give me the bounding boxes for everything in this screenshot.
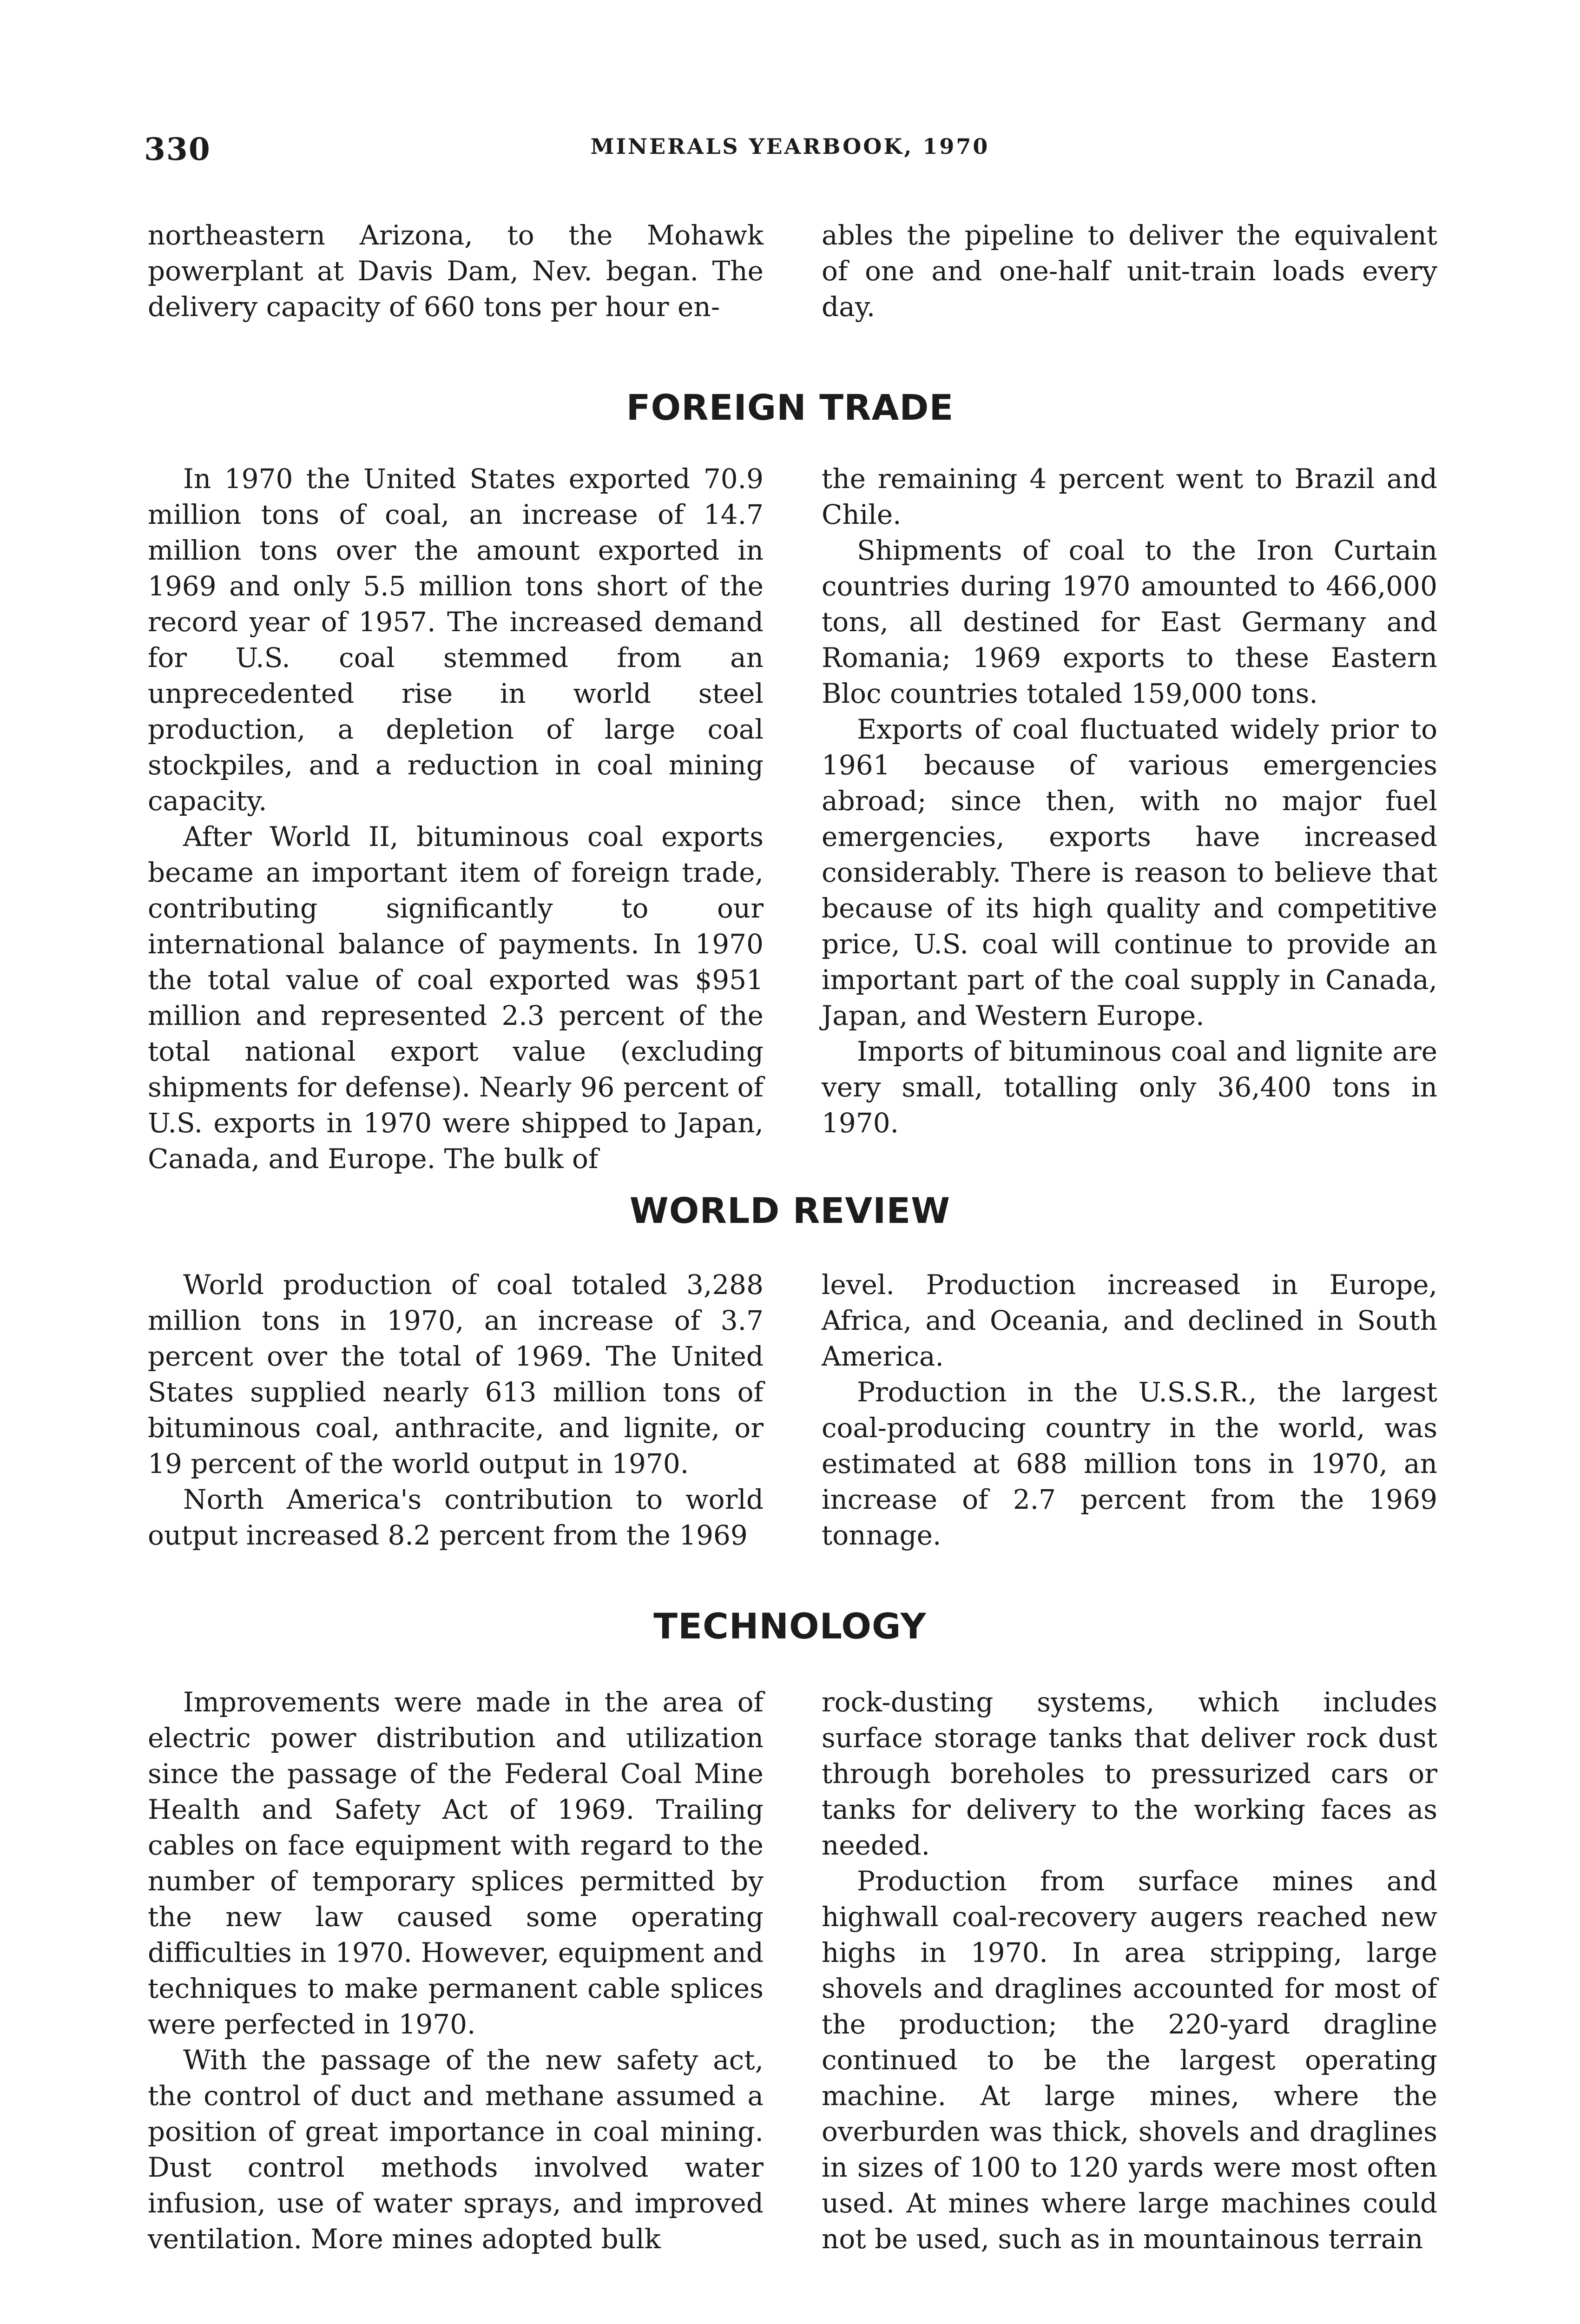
section-heading-technology: TECHNOLOGY xyxy=(653,1605,927,1647)
technology-right-column xyxy=(822,1684,1437,2257)
paragraph: the remaining 4 percent went to Brazil and Chile. xyxy=(822,463,1437,530)
paragraph: Improvements were made in the area of electric power distribution and utilization since the passage of the Federal Coal Mine Health and Safety Act of 1969. Trailing cables on face equipment with regard to the number of temporary splices permitted by the new law caused some operating difficulties in 1970. However, equipment and techniques to make permanent cable splices were perfected in 1970. xyxy=(148,1686,764,2040)
paragraph: In 1970 the United States exported 70.9 million tons of coal, an increase of 14.7 million tons over the amount exported in 1969 and only 5.5 million tons short of the record year of 1957. The increased demand for U.S. coal stemmed from an unprecedented rise in world steel production, a depletion of large coal stockpiles, and a reduction in coal mining capacity. xyxy=(148,463,764,817)
running-head xyxy=(144,131,1436,168)
paragraph: Shipments of coal to the Iron Curtain countries during 1970 amounted to 466,000 tons, all destined for East Germany and Romania; 1969 exports to these Eastern Bloc countries totaled 159,000 tons. xyxy=(822,535,1437,709)
running-title: MINERALS YEARBOOK, 1970 xyxy=(590,134,990,159)
section-heading-world-review: WORLD REVIEW xyxy=(629,1190,951,1231)
paragraph: Production from surface mines and highwall coal-recovery augers reached new highs in 1970. In area stripping, large shovels and draglines accounted for most of the production; the 220-yard dragline continued to be the largest operating machine. At large mines, where the overburden was thick, shovels and draglines in sizes of 100 to 120 yards were most often used. At mines where large machines could not be used, such as in mountainous terrain xyxy=(822,1865,1437,2255)
paragraph: After World II, bituminous coal exports became an important item of foreign trade, contributing significantly to our international balance of payments. In 1970 the total value of coal exported was $951 million and represented 2.3 percent of the total national export value (excluding shipments for defense). Nearly 96 percent of U.S. exports in 1970 were shipped to Japan, Canada, and Europe. The bulk of xyxy=(148,821,764,1175)
paragraph: rock-dusting systems, which includes surface storage tanks that deliver rock dust through boreholes to pressurized cars or tanks for delivery to the working faces as needed. xyxy=(822,1686,1437,1861)
paragraph: northeastern Arizona, to the Mohawk powerplant at Davis Dam, Nev. began. The delivery capacity of 660 tons per hour en- xyxy=(148,219,764,323)
world-review-columns xyxy=(148,1267,1437,1553)
foreign-trade-columns xyxy=(148,461,1437,1177)
intro-left-column xyxy=(148,218,764,325)
paragraph: level. Production increased in Europe, Africa, and Oceania, and declined in South America. xyxy=(822,1269,1437,1372)
paragraph: Production in the U.S.S.R., the largest coal-producing country in the world, was estimated at 688 million tons in 1970, an increase of 2.7 percent from the 1969 tonnage. xyxy=(822,1376,1437,1551)
paragraph: North America's contribution to world output increased 8.2 percent from the 1969 xyxy=(148,1484,764,1551)
technology-columns xyxy=(148,1684,1437,2257)
page-number: 330 xyxy=(144,131,211,167)
world-review-right-column xyxy=(822,1267,1437,1553)
paragraph: Imports of bituminous coal and lignite are very small, totalling only 36,400 tons in 1970. xyxy=(822,1036,1437,1139)
technology-left-column xyxy=(148,1684,764,2257)
intro-right-column xyxy=(822,218,1437,325)
paragraph: World production of coal totaled 3,288 million tons in 1970, an increase of 3.7 percent over the total of 1969. The United States supplied nearly 613 million tons of bituminous coal, anthracite, and lignite, or 19 percent of the world output in 1970. xyxy=(148,1269,764,1479)
section-heading-foreign-trade: FOREIGN TRADE xyxy=(626,387,954,428)
foreign-trade-left-column xyxy=(148,461,764,1177)
paragraph: With the passage of the new safety act, the control of duct and methane assumed a position of great importance in coal mining. Dust control methods involved water infusion, use of water sprays, and improved ventilation. More mines adopted bulk xyxy=(148,2044,764,2255)
paragraph: Exports of coal fluctuated widely prior to 1961 because of various emergencies abroad; since then, with no major fuel emergencies, exports have increased considerably. There is reason to believe that because of its high quality and competitive price, U.S. coal will continue to provide an important part of the coal supply in Canada, Japan, and Western Europe. xyxy=(822,713,1437,1031)
paragraph: ables the pipeline to deliver the equivalent of one and one-half unit-train loads every day. xyxy=(822,219,1437,323)
intro-columns xyxy=(148,218,1437,325)
foreign-trade-right-column xyxy=(822,461,1437,1177)
world-review-left-column xyxy=(148,1267,764,1553)
